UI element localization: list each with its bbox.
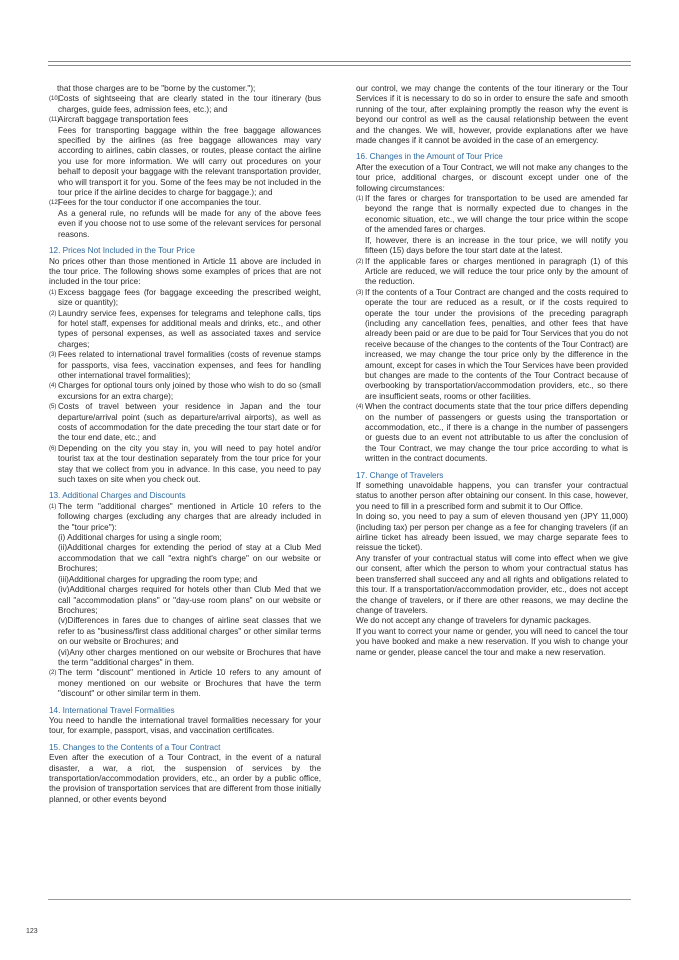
paragraph: If something unavoidable happens, you can transfer your contractual status to another person after obtaining our consent. In this case, however, you need to fill in a prescribed form and submit it to Our Office. bbox=[356, 481, 628, 511]
list-item bbox=[356, 194, 628, 236]
list-item bbox=[49, 502, 321, 533]
paragraph: Fees for transporting baggage within the free baggage allowances specified by the airlines (as free baggage allowances may vary according to airlines, cabin classes, or routes, please contact the airline you use for more information. We will carry out procedures on your behalf to deposit your baggage with the relevant transportation provider, who will transport it for you. Some of the fees may be not included in the tour price if the airline decides to charge for baggage.); and bbox=[58, 125, 321, 198]
list-number: (10) bbox=[49, 96, 60, 103]
list-item bbox=[49, 402, 321, 444]
list-item bbox=[49, 444, 321, 486]
list-item-text: Charges for optional tours only joined by those who wish to do so (small excursions for an extra charge); bbox=[58, 381, 321, 401]
paragraph: (iv)Additional charges required for hotels other than Club Med that we call "accommodation plans" or "day-use room plans" on our website or Brochures; bbox=[58, 585, 321, 615]
list-item-text: Costs of sightseeing that are clearly stated in the tour itinerary (bus charges, guide fees, admission fees, etc.); and bbox=[58, 94, 321, 114]
paragraph: our control, we may change the contents of the tour itinerary or the Tour Services if it is necessary to do so in order to ensure the safe and smooth running of the tour, after explaining promptly the reason why the event is beyond our control as well as the causal relationship between the event and the changes. We will, however, provide explanations after we have made changes if it cannot be avoided in the case of an emergency. bbox=[356, 84, 628, 146]
paragraph: (v)Differences in fares due to changes of airline seat classes that we refer to as "business/first class additional charges" or other similar terms on our website or Brochures; and bbox=[58, 616, 321, 647]
list-number: (6) bbox=[49, 445, 57, 452]
list-number: (4) bbox=[356, 404, 364, 411]
list-number: (1) bbox=[49, 503, 57, 510]
list-item bbox=[49, 381, 321, 402]
section-heading: 14. International Travel Formalities bbox=[49, 705, 175, 715]
list-item bbox=[356, 257, 628, 288]
left-column bbox=[49, 84, 321, 805]
paragraph: No prices other than those mentioned in Article 11 above are included in the tour price. The following shows some examples of prices that are not included in the tour price: bbox=[49, 256, 321, 287]
section-heading: 13. Additional Charges and Discounts bbox=[49, 491, 186, 501]
list-item bbox=[49, 94, 321, 115]
list-item bbox=[49, 309, 321, 351]
paragraph: (i) Additional charges for using a single room; bbox=[58, 533, 222, 543]
paragraph: If you want to correct your name or gender, you will need to cancel the tour you have booked and make a new reservation. If you wish to change your name or gender, please cancel the tour and make a new reservation. bbox=[356, 626, 628, 657]
paragraph: that those charges are to be "borne by the customer."); bbox=[57, 84, 256, 93]
paragraph: (vi)Any other charges mentioned on our website or Brochures that have the term "additional charges" in them. bbox=[58, 647, 321, 667]
list-item-text: Depending on the city you stay in, you will need to pay hotel and/or tourist tax at the tour destination separately from the tour price for your stay that we collect from you in advance. In this case, you need to pay such taxes on site when you check out. bbox=[58, 443, 321, 485]
list-item-text: Costs of travel between your residence in Japan and the tour departure/arrival point (such as departure/arrival airports), as well as costs of accommodation for the date preceding the tour start date or for the tour end date, etc.; and bbox=[58, 402, 321, 443]
list-item-text: Fees for the tour conductor if one accompanies the tour. bbox=[58, 198, 261, 208]
list-number: (12) bbox=[49, 200, 60, 207]
bottom-rule bbox=[48, 899, 631, 900]
list-item-text: If the contents of a Tour Contract are changed and the costs required to operate the tour are reduced as a result, or if the costs required to operate the tour under the provisions of the preceding paragraph (including any cancellation fees, penalties, and other fees that have already been paid or are due to be paid for Tour Services that you do not receive because of the changes to the contents of the Tour Contract) are increased, we may change the tour price only by the difference in the amount, except for cases in which the Tour Services have been provided but changes are made to the contents of the Tour Contract because of overbooking by transportation/accommodation providers, etc., so there are insufficient seats, rooms or other facilities. bbox=[365, 287, 628, 401]
list-number: (2) bbox=[49, 670, 57, 677]
paragraph: If, however, there is an increase in the tour price, we will notify you fifteen (15) days before the tour start date at the latest. bbox=[365, 235, 628, 256]
list-item bbox=[49, 668, 321, 699]
paragraph: Any transfer of your contractual status will come into effect when we give our consent, after which the person to whom your contractual status has been transferred shall succeed any and all rights and obligations related to this tour. If a transportation/accommodation provider, etc., does not accept the change of travelers, or if there are other reasons, we may decline the change of travelers. bbox=[356, 553, 628, 615]
section-heading: 16. Changes in the Amount of Tour Price bbox=[356, 152, 503, 162]
list-number: (2) bbox=[356, 258, 364, 265]
list-item-text: Aircraft baggage transportation fees bbox=[58, 115, 189, 125]
list-item bbox=[356, 288, 628, 402]
list-item bbox=[49, 115, 321, 125]
paragraph: In doing so, you need to pay a sum of eleven thousand yen (JPY 11,000) (including tax) per person per change as a fee for changing travelers (if an airline ticket has already been issued, we may charge separate fees to reissue the ticket). bbox=[356, 512, 628, 553]
list-item-text: The term "discount" mentioned in Article 10 refers to any amount of money mentioned on our website or Brochures that have the term "discount" or other similar term in them. bbox=[58, 668, 321, 699]
top-rule-secondary bbox=[48, 65, 631, 66]
list-number: (3) bbox=[49, 352, 57, 359]
paragraph: (iii)Additional charges for upgrading the room type; and bbox=[58, 574, 258, 584]
list-number: (1) bbox=[356, 196, 364, 203]
top-rule bbox=[48, 61, 631, 62]
list-item-text: Excess baggage fees (for baggage exceeding the prescribed weight, size or quantity); bbox=[58, 287, 321, 308]
right-column bbox=[356, 84, 628, 658]
paragraph: After the execution of a Tour Contract, we will not make any changes to the tour price, additional charges, or discount except under one of the following circumstances: bbox=[356, 162, 628, 193]
list-item bbox=[49, 288, 321, 309]
section-heading: 12. Prices Not Included in the Tour Price bbox=[49, 246, 195, 256]
list-number: (2) bbox=[49, 310, 57, 317]
page-number: 123 bbox=[26, 928, 38, 935]
paragraph: You need to handle the international travel formalities necessary for your tour, for example, passport, visas, and vaccination certificates. bbox=[49, 715, 321, 736]
list-number: (5) bbox=[49, 404, 57, 411]
list-item-text: When the contract documents state that the tour price differs depending on the number of passengers or guests using the transportation or accommodation, etc., if there is a change in the number of passengers or guests due to an event not attributable to us after the conclusion of the Tour Contract, we may change the tour price according to what is written in the contract documents. bbox=[365, 402, 628, 464]
list-number: (1) bbox=[49, 289, 57, 296]
section-heading: 15. Changes to the Contents of a Tour Contract bbox=[49, 742, 221, 752]
paragraph: We do not accept any change of travelers for dynamic packages. bbox=[356, 616, 592, 626]
list-item bbox=[49, 350, 321, 381]
list-number: (4) bbox=[49, 383, 57, 390]
list-item-text: The term "additional charges" mentioned in Article 10 refers to the following charges (excluding any charges that are already included in the "tour price"): bbox=[58, 501, 321, 532]
list-item-text: If the fares or charges for transportation to be used are amended far beyond the range that is normally expected due to changes in the economic situation, etc., we will change the tour price within the scope of the amended fares or charges. bbox=[365, 194, 628, 235]
list-item-text: Laundry service fees, expenses for telegrams and telephone calls, tips for hotel staff, expenses for additional meals and drinks, etc., and other types of personal expenses, as well as associated taxes and service charges; bbox=[58, 308, 321, 349]
list-number: (3) bbox=[356, 289, 364, 296]
paragraph: Even after the execution of a Tour Contract, in the event of a natural disaster, a war, a riot, the suspension of services by the transportation/accommodation providers, etc., an order by a public office, the provision of transportation services that are different from those initially planned, or other events beyond bbox=[49, 753, 321, 804]
list-item-text: Fees related to international travel formalities (costs of revenue stamps for passports, visa fees, vaccination expenses, and fees for handling other international travel formalities); bbox=[58, 350, 321, 380]
list-item bbox=[49, 198, 321, 208]
section-heading: 17. Change of Travelers bbox=[356, 470, 444, 480]
list-item bbox=[356, 402, 628, 464]
paragraph: (ii)Additional charges for extending the period of stay at a Club Med accommodation that we call "extra night's charge" on our website or Brochures; bbox=[58, 543, 321, 574]
list-item-text: If the applicable fares or charges mentioned in paragraph (1) of this Article are reduced, we will reduce the tour price only by the amount of the reduction. bbox=[365, 256, 628, 287]
list-number: (11) bbox=[49, 117, 60, 124]
paragraph: As a general rule, no refunds will be made for any of the above fees even if you choose not to use some of the relevant services for personal reasons. bbox=[58, 208, 321, 239]
